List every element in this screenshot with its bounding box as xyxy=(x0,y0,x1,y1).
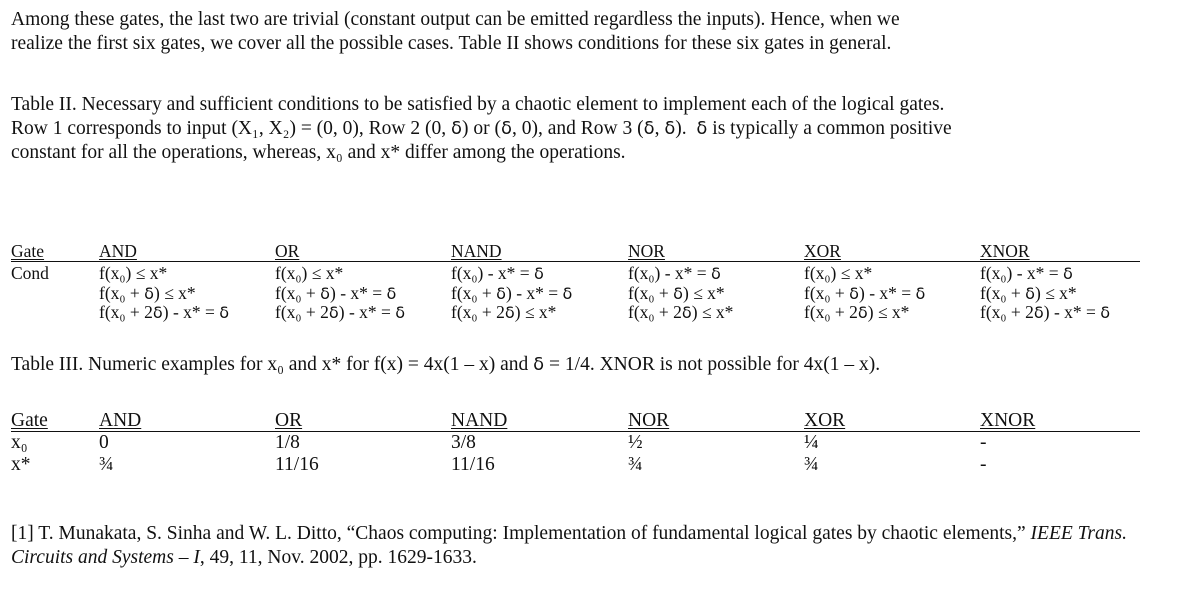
table-cell: ¾ xyxy=(804,454,819,475)
header-gate: Gate xyxy=(11,410,48,431)
condition-cell: f(x₀ + 2δ) - x* = δ xyxy=(980,302,1111,322)
condition-cell: f(x₀ + 2δ) - x* = δ xyxy=(275,302,406,322)
condition-cell: f(x₀) - x* = δ xyxy=(628,263,721,283)
numeric-examples-table xyxy=(11,410,1140,476)
condition-cell: f(x₀ + δ) ≤ x* xyxy=(980,282,1077,303)
condition-cell: f(x₀ + δ) - x* = δ xyxy=(804,282,926,303)
row-label-x0: x₀ xyxy=(11,432,28,453)
condition-cell: f(x₀ + δ) ≤ x* xyxy=(99,282,196,303)
row-label-cond: Cond xyxy=(11,263,49,283)
xnor-conditions xyxy=(980,262,1140,323)
caption-line: constant for all the operations, whereas, x₀ and x* differ among the operations. xyxy=(11,142,626,163)
table-cell: 1/8 xyxy=(275,432,300,453)
header-and: AND xyxy=(99,410,142,431)
table-row xyxy=(11,454,1140,476)
table-cell: - xyxy=(980,454,987,475)
condition-cell: f(x₀) ≤ x* xyxy=(804,263,873,283)
nor-conditions xyxy=(628,262,804,323)
xor-conditions xyxy=(804,262,980,323)
condition-cell: f(x₀ + 2δ) ≤ x* xyxy=(451,302,557,322)
condition-cell: f(x₀ + 2δ) ≤ x* xyxy=(804,302,910,322)
header-gate: Gate xyxy=(11,241,45,261)
table-cell: ¾ xyxy=(628,454,643,475)
header-xor: XOR xyxy=(804,410,846,431)
intro-line: Among these gates, the last two are trivial (constant output can be emitted regardless the inputs). Hence, when we xyxy=(11,9,900,30)
condition-cell: f(x₀) ≤ x* xyxy=(275,263,344,283)
header-nor: NOR xyxy=(628,410,670,431)
reference-suffix: , 49, 11, Nov. 2002, pp. 1629-1633. xyxy=(199,547,477,568)
table-cell: ½ xyxy=(628,432,643,453)
header-xnor: XNOR xyxy=(980,241,1030,261)
condition-cell: f(x₀ + δ) - x* = δ xyxy=(451,282,573,303)
reference-journal: IEEE Trans. Circuits and Systems – I xyxy=(11,523,1127,568)
caption-line: Table III. Numeric examples for x₀ and x* for f(x) = 4x(1 – x) and δ = 1/4. XNOR is not possible for 4x(1 – x). xyxy=(11,354,881,375)
condition-cell: f(x₀ + 2δ) - x* = δ xyxy=(99,302,230,322)
table-cell: ¾ xyxy=(99,454,114,475)
table-cell: 0 xyxy=(99,432,109,453)
intro-line: realize the first six gates, we cover all the possible cases. Table II shows conditions for these six gates in general. xyxy=(11,33,892,54)
nand-conditions xyxy=(451,262,628,323)
condition-cell: f(x₀) - x* = δ xyxy=(980,263,1073,283)
table-header-row xyxy=(11,242,1140,262)
header-nor: NOR xyxy=(628,241,665,261)
table2-caption xyxy=(11,93,952,165)
reference-prefix: [1] T. Munakata, S. Sinha and W. L. Ditto, “Chaos computing: Implementation of fundamental logical gates by chaotic elements,” xyxy=(11,523,1031,544)
caption-line: Row 1 corresponds to input (X₁, X₂) = (0, 0), Row 2 (0, δ) or (δ, 0), and Row 3 (δ, δ). δ is typically a common positive xyxy=(11,118,952,139)
table-cell: 3/8 xyxy=(451,432,476,453)
table-cell: - xyxy=(980,432,987,453)
table-cell: 11/16 xyxy=(451,454,495,475)
condition-cell: f(x₀ + 2δ) ≤ x* xyxy=(628,302,734,322)
header-or: OR xyxy=(275,410,303,431)
header-and: AND xyxy=(99,241,137,261)
header-nand: NAND xyxy=(451,241,502,261)
condition-cell: f(x₀) ≤ x* xyxy=(99,263,168,283)
row-label-xstar: x* xyxy=(11,454,31,475)
table3-caption xyxy=(11,353,880,377)
condition-cell: f(x₀) - x* = δ xyxy=(451,263,544,283)
header-xnor: XNOR xyxy=(980,410,1036,431)
table-cell: 11/16 xyxy=(275,454,319,475)
and-conditions xyxy=(99,262,275,323)
caption-line: Table II. Necessary and sufficient conditions to be satisfied by a chaotic element to implement each of the logical gates. xyxy=(11,94,945,115)
header-xor: XOR xyxy=(804,241,841,261)
table-row xyxy=(11,262,1140,323)
condition-cell: f(x₀ + δ) ≤ x* xyxy=(628,282,725,303)
conditions-table xyxy=(11,242,1140,323)
reference-text xyxy=(11,522,1191,570)
reference-citation xyxy=(11,522,1191,570)
or-conditions xyxy=(275,262,451,323)
table-row xyxy=(11,432,1140,455)
table-header-row xyxy=(11,410,1140,432)
header-nand: NAND xyxy=(451,410,508,431)
table-cell: ¼ xyxy=(804,432,819,453)
condition-cell: f(x₀ + δ) - x* = δ xyxy=(275,282,397,303)
header-or: OR xyxy=(275,241,300,261)
intro-paragraph xyxy=(11,8,900,56)
